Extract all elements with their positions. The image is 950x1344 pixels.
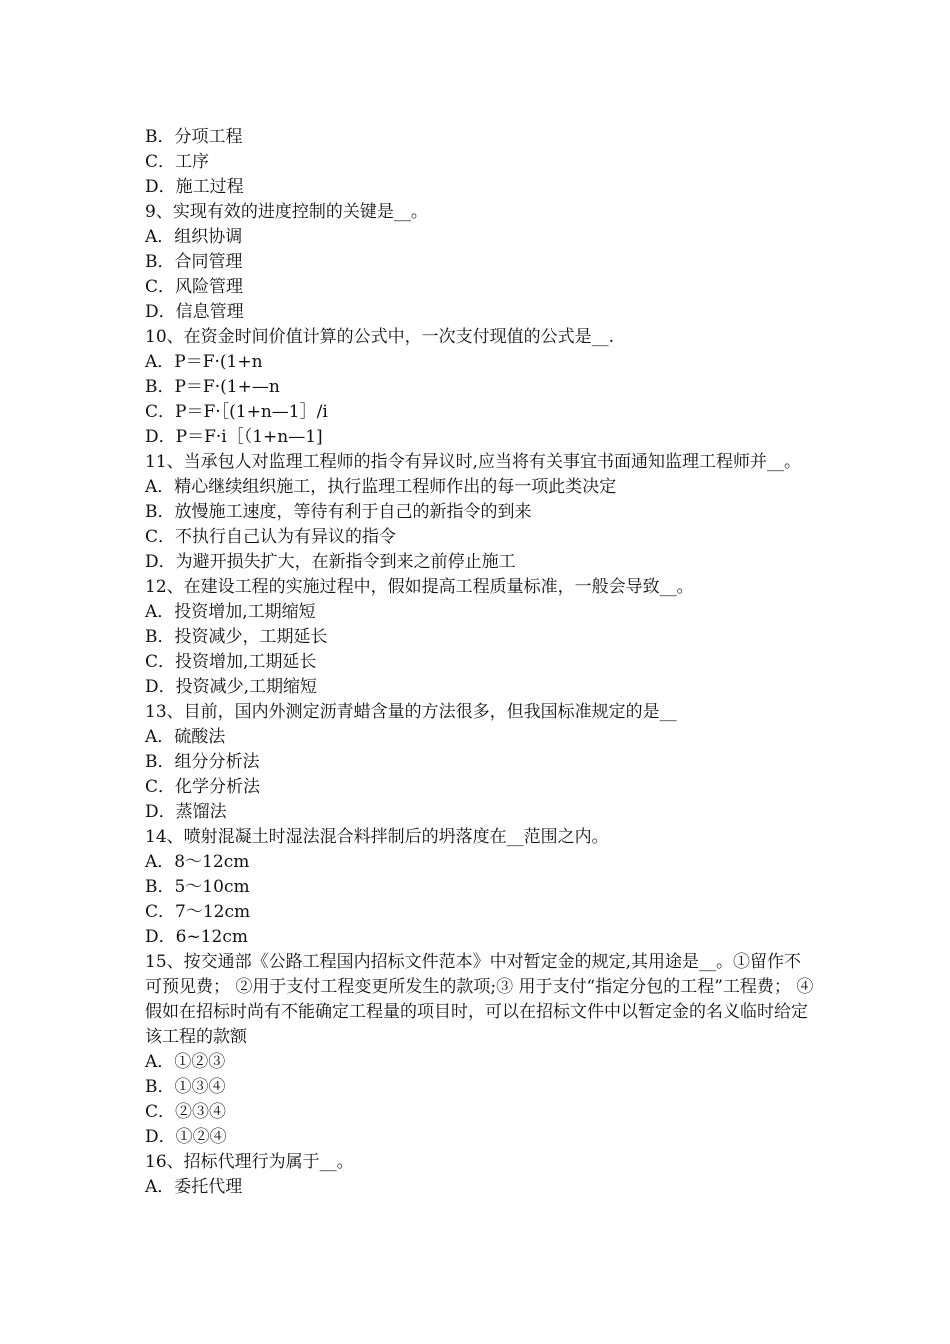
option-b-q14: B．5～10cm [145, 877, 250, 897]
question-15: 15、按交通部《公路工程国内招标文件范本》中对暂定金的规定,其用途是__。①留作不可预见费； ②用于支付工程变更所发生的款项;③ 用于支付“指定分包的工程”工程费； ④假如在招标时尚有不能确定工程量的项目时，可以在招标文件中以暂定金的名义临时给定该工程的款额 [145, 952, 814, 1047]
option-c-q15: C．②③④ [145, 1102, 227, 1122]
option-d-q13: D．蒸馏法 [145, 802, 227, 822]
option-b-q8: B．分项工程 [145, 127, 243, 147]
option-a-q11: A．精心继续组织施工，执行监理工程师作出的每一项此类决定 [145, 477, 617, 497]
option-a-q16: A．委托代理 [145, 1177, 243, 1197]
option-d-q10: D．P＝F·i［（1+n—1] [145, 427, 323, 447]
question-11: 11、当承包人对监理工程师的指令有异议时,应当将有关事宜书面通知监理工程师并__。 [145, 452, 802, 472]
option-a-q15: A．①②③ [145, 1052, 226, 1072]
option-c-q8: C．工序 [145, 152, 210, 172]
option-d-q11: D．为避开损失扩大，在新指令到来之前停止施工 [145, 552, 516, 572]
question-14: 14、喷射混凝土时湿法混合料拌制后的坍落度在__范围之内。 [145, 827, 609, 847]
option-c-q10: C．P＝F·［(1+n—1］/i [145, 402, 328, 422]
option-b-q11: B．放慢施工速度，等待有利于自己的新指令的到来 [145, 502, 532, 522]
option-b-q15: B．①③④ [145, 1077, 226, 1097]
option-b-q13: B．组分分析法 [145, 752, 260, 772]
option-a-q10: A．P＝F·(1+n [145, 352, 263, 372]
option-a-q13: A．硫酸法 [145, 727, 226, 747]
option-c-q11: C．不执行自己认为有异议的指令 [145, 527, 397, 547]
option-b-q9: B．合同管理 [145, 252, 243, 272]
option-d-q14: D．6~12cm [145, 927, 248, 947]
option-a-q14: A．8～12cm [145, 852, 250, 872]
option-c-q13: C．化学分析法 [145, 777, 261, 797]
option-b-q12: B．投资减少，工期延长 [145, 627, 328, 647]
option-b-q10: B．P＝F·(1+—n [145, 377, 280, 397]
option-a-q12: A．投资增加,工期缩短 [145, 602, 316, 622]
question-16: 16、招标代理行为属于__。 [145, 1152, 354, 1172]
option-c-q9: C．风险管理 [145, 277, 244, 297]
option-d-q15: D．①②④ [145, 1127, 227, 1147]
question-13: 13、目前，国内外测定沥青蜡含量的方法很多，但我国标准规定的是__ [145, 702, 677, 722]
option-d-q12: D．投资减少,工期缩短 [145, 677, 318, 697]
option-c-q14: C．7～12cm [145, 902, 251, 922]
option-c-q12: C．投资增加,工期延长 [145, 652, 317, 672]
option-a-q9: A．组织协调 [145, 227, 243, 247]
question-10: 10、在资金时间价值计算的公式中，一次支付现值的公式是__. [145, 327, 615, 347]
option-d-q9: D．信息管理 [145, 302, 244, 322]
option-d-q8: D．施工过程 [145, 177, 244, 197]
document-page [145, 125, 815, 1200]
question-9: 9、实现有效的进度控制的关键是__。 [145, 202, 428, 222]
question-12: 12、在建设工程的实施过程中，假如提高工程质量标准，一般会导致__。 [145, 577, 694, 597]
